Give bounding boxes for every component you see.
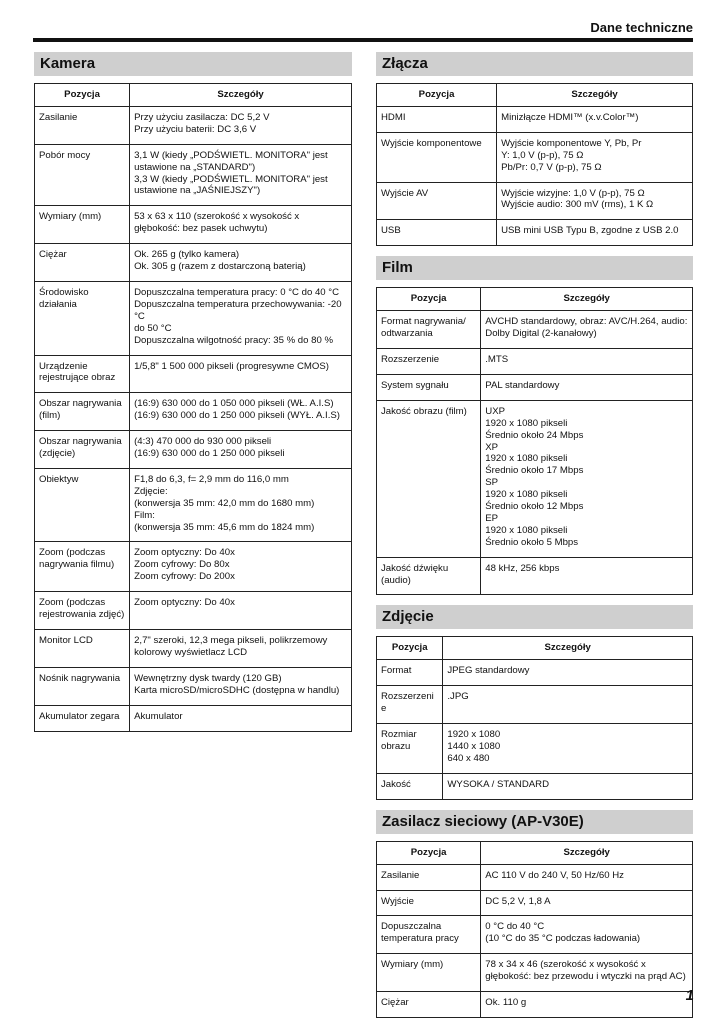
row-key: Obszar nagrywania (zdjęcie) [35,431,130,469]
column-header-pozycja: Pozycja [377,84,497,107]
table-row [377,890,693,916]
detail-line: 3,3 W (kiedy „PODŚWIETL. MONITORA" jest ustawione na „JAŚNIEJSZY") [134,173,328,197]
detail-line: Zoom cyfrowy: Do 200x [134,571,235,583]
row-details [130,355,352,393]
row-details [443,660,693,686]
detail-line: do 50 °C [134,322,172,334]
detail-line: Przy użyciu baterii: DC 3,6 V [134,123,257,135]
row-key: Środowisko działania [35,281,130,355]
table-row [35,705,352,731]
detail-line: PAL standardowy [485,379,560,391]
detail-line: (16:9) 630 000 do 1 250 000 pikseli (WYŁ. A.I.S) [134,410,340,422]
spec-table [376,287,693,595]
table-row [35,630,352,668]
row-details [481,348,693,374]
row-key: USB [377,220,497,246]
row-key: Rozszerzenie [377,686,443,724]
row-key: Format nagrywania/ odtwarzania [377,311,481,349]
table-row [35,542,352,592]
table-row [35,431,352,469]
detail-line: USB mini USB Typu B, zgodne z USB 2.0 [501,225,679,237]
table-row [35,206,352,244]
detail-line: AVCHD standardowy, obraz: AVC/H.264, audio: Dolby Digital (2-kanałowy) [485,316,688,340]
column-header-szczegoly: Szczegóły [130,84,352,107]
detail-line: JPEG standardowy [447,665,530,677]
detail-line: 1920 x 1080 pikseli [485,489,568,501]
row-key: Jakość [377,773,443,799]
table-header-row [377,637,693,660]
column-header-pozycja: Pozycja [377,637,443,660]
row-details [481,916,693,954]
detail-line: Wyjście komponentowe Y, Pb, Pr [501,137,642,149]
row-key: Rozmiar obrazu [377,724,443,774]
detail-line: Pb/Pr: 0,7 V (p-p), 75 Ω [501,161,602,173]
detail-line: 78 x 34 x 46 (szerokość x wysokość x głębokość: bez przewodu i wtyczki na prąd AC) [485,959,686,983]
row-key: Jakość dźwięku (audio) [377,557,481,595]
section-title: Film [376,256,693,280]
detail-line: Średnio około 12 Mbps [485,501,584,513]
row-key: Wyjście AV [377,182,497,220]
table-row [377,773,693,799]
table-row [377,686,693,724]
table-row [377,400,693,557]
row-details [130,144,352,206]
table-row [35,592,352,630]
detail-line: UXP [485,405,505,417]
detail-line: 1920 x 1080 pikseli [485,524,568,536]
detail-line: (10 °C do 35 °C podczas ładowania) [485,933,641,945]
row-key: Obszar nagrywania (film) [35,393,130,431]
detail-line: 1920 x 1080 [447,729,501,741]
table-row [377,724,693,774]
section-zasilacz [376,810,693,1018]
table-row [377,182,693,220]
row-details [130,281,352,355]
table-row [35,244,352,282]
row-details [130,667,352,705]
row-details [481,954,693,992]
row-key: Urządzenie rejestrujące obraz [35,355,130,393]
table-row [377,374,693,400]
row-details [443,724,693,774]
table-row [35,355,352,393]
detail-line: 48 kHz, 256 kbps [485,562,560,574]
section-title: Zdjęcie [376,605,693,629]
row-details [443,686,693,724]
detail-line: AC 110 V do 240 V, 50 Hz/60 Hz [485,869,624,881]
detail-line: Dopuszczalna temperatura przechowywania: -20 °C [134,298,342,322]
row-key: Wyjście [377,890,481,916]
detail-line: Minizłącze HDMI™ (x.v.Color™) [501,111,639,123]
row-key: Wyjście komponentowe [377,132,497,182]
detail-line: 640 x 480 [447,752,490,764]
detail-line: Film: [134,509,155,521]
row-key: Ciężar [35,244,130,282]
section-kamera [34,52,352,732]
detail-line: (4:3) 470 000 do 930 000 pikseli [134,436,272,448]
column-header-szczegoly: Szczegóły [481,841,693,864]
row-details [130,106,352,144]
column-header-szczegoly: Szczegóły [481,288,693,311]
row-details [481,890,693,916]
table-row [377,311,693,349]
row-key: Pobór mocy [35,144,130,206]
detail-line: EP [485,512,499,524]
detail-line: WYSOKA / STANDARD [447,778,549,790]
column-header-pozycja: Pozycja [377,288,481,311]
detail-line: Ok. 305 g (razem z dostarczoną baterią) [134,261,306,273]
detail-line: Ok. 110 g [485,997,527,1009]
detail-line: 1/5,8" 1 500 000 pikseli (progresywne CMOS) [134,360,329,372]
row-details [130,468,352,542]
table-row [377,557,693,595]
detail-line: 1920 x 1080 pikseli [485,417,568,429]
row-details [481,557,693,595]
spec-table [376,83,693,246]
section-zlacza [376,52,693,246]
detail-line: Średnio około 24 Mbps [485,429,584,441]
row-key: Nośnik nagrywania [35,667,130,705]
table-row [377,916,693,954]
detail-line: Wyjście wizyjne: 1,0 V (p-p), 75 Ω [501,187,645,199]
detail-line: 1920 x 1080 pikseli [485,453,568,465]
detail-line: 3,1 W (kiedy „PODŚWIETL. MONITORA" jest ustawione na „STANDARD") [134,149,328,173]
section-title: Złącza [376,52,693,76]
detail-line: Przy użyciu zasilacza: DC 5,2 V [134,111,270,123]
row-key: Zasilanie [35,106,130,144]
detail-line: Zoom optyczny: Do 40x [134,597,235,609]
spec-table [34,83,352,732]
detail-line: Karta microSD/microSDHC (dostępna w handlu) [134,684,340,696]
row-details [481,992,693,1018]
row-key: Wymiary (mm) [35,206,130,244]
detail-line: Średnio około 17 Mbps [485,465,584,477]
detail-line: Akumulator [134,710,183,722]
table-row [35,468,352,542]
detail-line: 53 x 63 x 110 (szerokość x wysokość x głębokość: bez pasek uchwytu) [134,211,300,235]
row-details [130,244,352,282]
row-key: Format [377,660,443,686]
detail-line: Wyjście audio: 300 mV (rms), 1 K Ω [501,199,654,211]
table-header-row [35,84,352,107]
row-details [130,431,352,469]
detail-line: SP [485,477,499,489]
detail-line: (konwersja 35 mm: 42,0 mm do 1680 mm) [134,497,315,509]
detail-line: DC 5,2 V, 1,8 A [485,895,551,907]
row-details [481,400,693,557]
detail-line: Zoom optyczny: Do 40x [134,547,235,559]
row-key: HDMI [377,106,497,132]
section-title: Zasilacz sieciowy (AP-V30E) [376,810,693,834]
detail-line: 0 °C do 40 °C [485,921,545,933]
detail-line: (konwersja 35 mm: 45,6 mm do 1824 mm) [134,521,315,533]
detail-line: .MTS [485,353,509,365]
section-title: Kamera [34,52,352,76]
detail-line: Y: 1,0 V (p-p), 75 Ω [501,149,584,161]
column-header-szczegoly: Szczegóły [443,637,693,660]
table-row [35,144,352,206]
detail-line: (16:9) 630 000 do 1 250 000 pikseli [134,448,285,460]
table-row [35,106,352,144]
detail-line: Dopuszczalna wilgotność pracy: 35 % do 80 % [134,334,334,346]
row-details [497,106,693,132]
row-key: Zoom (podczas nagrywania filmu) [35,542,130,592]
row-key: Jakość obrazu (film) [377,400,481,557]
table-header-row [377,288,693,311]
row-details [130,592,352,630]
detail-line: Zoom cyfrowy: Do 80x [134,559,230,571]
row-details [481,374,693,400]
row-details [497,182,693,220]
detail-line: 1440 x 1080 [447,741,501,752]
table-row [35,281,352,355]
table-row [377,348,693,374]
column-header-pozycja: Pozycja [377,841,481,864]
row-key: Dopuszczalna temperatura pracy [377,916,481,954]
row-details [130,206,352,244]
header-rule [33,38,693,42]
row-key: Akumulator zegara [35,705,130,731]
page-header-title: Dane techniczne [590,20,693,35]
row-key: Wymiary (mm) [377,954,481,992]
detail-line: Ok. 265 g (tylko kamera) [134,249,240,261]
table-row [377,132,693,182]
row-details [130,705,352,731]
detail-line: Wewnętrzny dysk twardy (120 GB) [134,672,282,684]
spec-table [376,841,693,1018]
detail-line: XP [485,441,499,453]
column-header-pozycja: Pozycja [35,84,130,107]
row-details [443,773,693,799]
detail-line: Średnio około 5 Mbps [485,536,579,548]
section-zdjecie [376,605,693,799]
page-number: 1 [685,987,694,1004]
detail-line: Zdjęcie: [134,485,168,497]
table-row [35,393,352,431]
detail-line: (16:9) 630 000 do 1 050 000 pikseli (WŁ. A.I.S) [134,398,334,410]
left-column [34,52,352,742]
table-row [377,954,693,992]
row-details [130,542,352,592]
row-details [497,132,693,182]
right-column [376,52,693,1028]
spec-table [376,636,693,799]
table-row [377,220,693,246]
table-row [377,992,693,1018]
table-row [377,864,693,890]
section-film [376,256,693,595]
table-row [377,660,693,686]
row-details [130,393,352,431]
row-key: Zasilanie [377,864,481,890]
detail-line: Dopuszczalna temperatura pracy: 0 °C do 40 °C [134,286,340,298]
row-key: Zoom (podczas rejestrowania zdjęć) [35,592,130,630]
row-key: Obiektyw [35,468,130,542]
row-key: Ciężar [377,992,481,1018]
row-details [481,864,693,890]
detail-line: 2,7" szeroki, 12,3 mega pikseli, polikrzemowy kolorowy wyświetlacz LCD [134,635,328,658]
detail-line: .JPG [447,691,469,703]
table-header-row [377,84,693,107]
column-header-szczegoly: Szczegóły [497,84,693,107]
row-key: System sygnału [377,374,481,400]
row-details [481,311,693,349]
row-key: Monitor LCD [35,630,130,668]
table-header-row [377,841,693,864]
table-row [35,667,352,705]
table-row [377,106,693,132]
row-key: Rozszerzenie [377,348,481,374]
row-details [497,220,693,246]
row-details [130,630,352,668]
detail-line: F1,8 do 6,3, f= 2,9 mm do 116,0 mm [134,473,289,485]
